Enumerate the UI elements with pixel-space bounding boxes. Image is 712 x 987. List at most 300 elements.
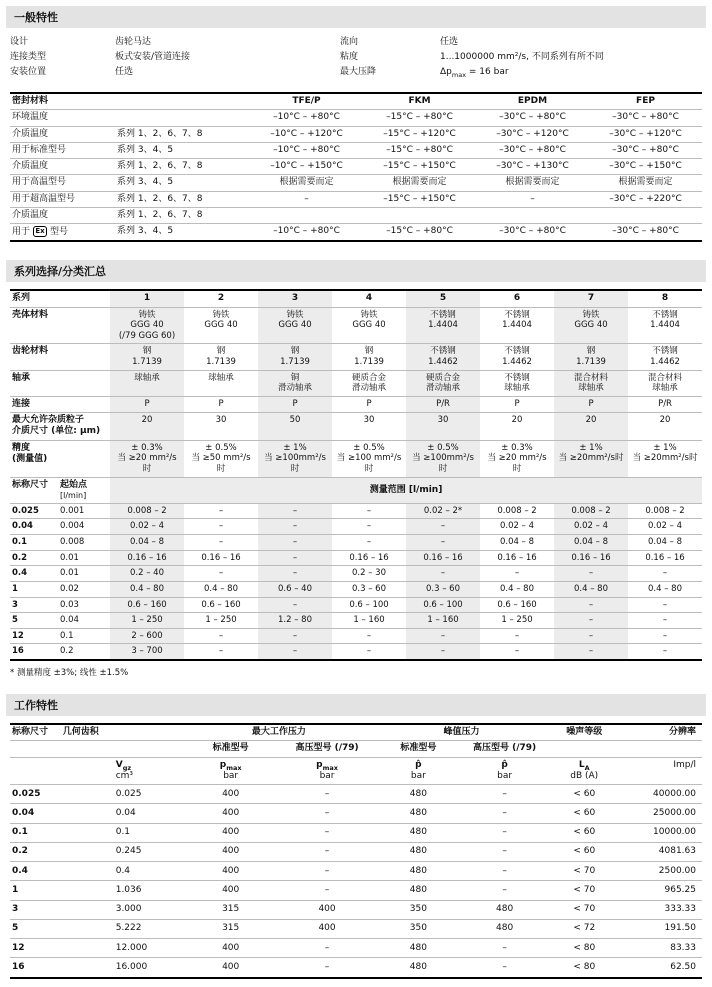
seal-value-cell: –15°C – +150°C <box>383 161 456 171</box>
flow-range-cell: 0.2 – 40 <box>130 568 165 579</box>
flow-size-cell: 0.04 <box>12 521 33 532</box>
op-pmax-high-cell: – <box>324 961 330 972</box>
series-attribute-cell: 不锈钢 1.4462 <box>502 346 532 367</box>
section-title-series: 系列选择/分类汇总 <box>14 265 107 279</box>
op-size-cell: 0.1 <box>12 827 28 837</box>
flow-row <box>10 550 702 566</box>
op-pmax-std-cell: 400 <box>222 846 240 857</box>
series-attribute-cell: P/R <box>436 398 450 409</box>
flow-size-cell: 0.4 <box>12 568 28 579</box>
seal-value-cell: –30°C – +150°C <box>609 161 682 171</box>
op-max-pressure-header: 最大工作压力 <box>251 727 306 737</box>
seal-value-cell: –30°C – +220°C <box>609 193 682 204</box>
series-attribute-cell: P <box>218 398 224 409</box>
spec-row <box>10 35 340 50</box>
series-attribute-cell: 不锈钢 1.4462 <box>650 346 680 367</box>
seal-value-cell <box>363 207 476 223</box>
flow-range-cell: – <box>292 552 298 563</box>
seal-row-series: 系列 1、2、6、7、8 <box>117 161 203 171</box>
series-attribute-cell: 铜 滑动轴承 <box>278 372 313 394</box>
op-peak-std-cell: 350 <box>409 904 427 914</box>
flow-row <box>10 503 702 519</box>
seal-row-series: 系列 1、2、6、7、8 <box>117 193 203 204</box>
flow-row <box>10 535 702 551</box>
op-row <box>10 958 702 978</box>
op-geometry-symbol: $V_{gz}$ cm³ <box>115 759 134 781</box>
ex-icon: Ex <box>33 226 47 237</box>
flow-size-cell: 0.2 <box>12 552 28 563</box>
op-geometry-cell: 0.1 <box>115 827 131 837</box>
seal-table-title: 密封材料 <box>12 96 49 106</box>
series-attribute-row <box>10 307 702 344</box>
op-model-header-row <box>10 741 702 757</box>
series-attribute-label: 轴承 <box>12 372 31 383</box>
flow-range-cell: – <box>292 568 298 579</box>
op-pmax-high-cell: 400 <box>318 923 336 934</box>
op-resolution-cell: 965.25 <box>664 884 696 895</box>
series-attribute-cell: 铸铁 GGG 40 <box>574 309 608 331</box>
flow-range-cell: 0.2 – 30 <box>352 568 387 579</box>
flow-range-cell: 0.02 – 4 <box>574 521 609 532</box>
series-attribute-label: 齿轮材料 <box>12 346 49 357</box>
op-noise-header: 噪声等级 <box>566 727 603 737</box>
flow-range-cell: 1 – 250 <box>131 615 163 626</box>
series-number-header: 8 <box>661 293 669 304</box>
seal-value-cell: 根据需要而定 <box>618 177 673 188</box>
op-group-header-row <box>10 724 702 741</box>
series-attribute-cell: 30 <box>437 415 449 426</box>
series-attribute-label: 最大允许杂质粒子 介质尺寸 (单位: μm) <box>12 415 101 437</box>
seal-value-cell: –30°C – +80°C <box>612 112 679 123</box>
flow-range-cell: 0.6 – 160 <box>497 599 537 610</box>
op-header-spacer <box>61 741 183 757</box>
spec-label: 安装位置 <box>10 67 47 77</box>
op-noise-cell: < 70 <box>573 904 596 914</box>
op-pmax-high-cell: – <box>324 865 330 876</box>
seal-table-row <box>10 207 702 223</box>
op-size-cell: 0.025 <box>12 788 41 799</box>
spec-label: 连接类型 <box>10 52 47 62</box>
flow-range-cell: – <box>218 537 224 547</box>
op-geometry-cell: 0.04 <box>115 807 136 818</box>
op-pmax-std-cell: 315 <box>222 923 240 934</box>
flow-start-cell: 0.008 <box>60 537 85 547</box>
flow-range-cell: 0.02 – 4 <box>500 521 535 532</box>
flow-header-row <box>10 477 702 503</box>
seal-value-cell <box>589 207 702 223</box>
seal-header-row <box>10 93 702 110</box>
flow-range-cell: – <box>514 630 520 641</box>
flow-row <box>10 644 702 660</box>
flow-start-cell: 0.01 <box>60 568 79 579</box>
flow-start-cell: 0.03 <box>60 599 79 610</box>
seal-table-row <box>10 224 702 242</box>
series-attribute-cell: P <box>588 398 594 409</box>
op-resolution-cell: 83.33 <box>670 942 696 953</box>
op-peak-std-cell: 480 <box>409 807 427 818</box>
flow-range-cell: 0.04 – 8 <box>648 537 683 547</box>
flow-range-cell: 0.4 – 80 <box>130 583 165 594</box>
op-header-spacer <box>548 741 621 757</box>
op-high-pressure-model-header: 高压型号 (/79) <box>473 743 537 754</box>
flow-range-cell: – <box>366 521 372 532</box>
flow-range-cell: – <box>218 568 224 579</box>
series-attribute-row <box>10 440 702 477</box>
spec-label: 流向 <box>340 37 359 47</box>
op-peak-symbol: p̂ bar <box>410 759 426 781</box>
op-resolution-cell: 10000.00 <box>653 827 696 837</box>
series-attribute-cell: ± 1% 当 ≥20mm²/s时 <box>558 442 624 464</box>
seal-value-cell: –15°C – +80°C <box>386 144 453 155</box>
seal-row-series: 系列 3、4、5 <box>117 226 174 236</box>
op-pmax-std-cell: 400 <box>222 865 240 876</box>
section-header-series <box>6 260 706 282</box>
seal-materials-table <box>10 92 702 242</box>
op-pmax-high-cell: – <box>324 846 330 857</box>
series-attribute-cell: 30 <box>363 415 375 426</box>
op-resolution-cell: 191.50 <box>664 923 696 934</box>
flow-range-cell: – <box>588 646 594 657</box>
series-attribute-row <box>10 413 702 441</box>
flow-size-cell: 0.025 <box>12 505 39 516</box>
spec-label: 最大压降 <box>340 67 377 77</box>
flow-range-cell: – <box>588 568 594 579</box>
op-standard-model-header: 标准型号 <box>400 743 437 754</box>
flow-range-cell: 0.16 – 16 <box>127 552 167 563</box>
series-attribute-cell: 钢 1.7139 <box>576 346 606 367</box>
flow-range-cell: – <box>366 646 372 657</box>
op-resolution-cell: 333.33 <box>664 904 696 914</box>
op-peak-high-cell: – <box>502 827 507 837</box>
flow-range-cell: 0.4 – 80 <box>500 583 535 594</box>
op-resolution-cell: 2500.00 <box>658 865 696 876</box>
op-peak-high-cell: 480 <box>496 923 514 934</box>
flow-range-cell: 3 – 700 <box>131 646 163 657</box>
series-attribute-label: 精度 (测量值) <box>12 442 48 464</box>
flow-row <box>10 628 702 644</box>
op-pmax-std-cell: 400 <box>222 884 240 895</box>
op-pmax-std-cell: 315 <box>222 904 240 914</box>
flow-range-cell: 0.4 – 80 <box>648 583 683 594</box>
flow-range-cell: – <box>292 630 298 641</box>
section-title-general: 一般特性 <box>14 11 58 24</box>
seal-value-cell: – <box>304 193 309 204</box>
series-attribute-row <box>10 344 702 370</box>
op-resolution-cell: 4081.63 <box>658 846 696 857</box>
op-noise-cell: < 70 <box>573 884 596 895</box>
seal-value-cell: –15°C – +80°C <box>386 226 453 236</box>
op-pmax-std-cell: 400 <box>222 827 240 837</box>
series-number-header: 3 <box>291 293 299 304</box>
op-noise-cell: < 60 <box>573 827 596 837</box>
op-pmax-high-cell: – <box>324 807 330 818</box>
flow-range-cell: 0.3 – 60 <box>426 583 461 594</box>
op-size-cell: 16 <box>12 961 25 972</box>
series-attribute-cell: 不锈钢 1.4404 <box>502 309 532 331</box>
op-resolution-cell: 62.50 <box>670 961 696 972</box>
flow-start-cell: 0.001 <box>60 505 85 516</box>
seal-table-row <box>10 159 702 175</box>
op-size-cell: 5 <box>12 923 19 934</box>
op-geometry-header: 几何齿积 <box>62 727 99 737</box>
series-attribute-cell: P <box>514 398 520 409</box>
series-selection-table <box>10 289 702 661</box>
seal-row-label: 介质温度 <box>12 161 49 171</box>
general-specs-right <box>340 35 702 80</box>
op-row <box>10 900 702 919</box>
flow-start-header: 起始点 [l/min] <box>60 479 88 500</box>
series-attribute-cell: P/R <box>658 398 672 409</box>
op-pmax-high-cell: 400 <box>318 904 336 914</box>
op-peak-std-cell: 480 <box>409 961 427 972</box>
op-noise-cell: < 60 <box>573 807 596 818</box>
op-peak-pressure-header: 峰值压力 <box>443 727 480 737</box>
flow-size-cell: 16 <box>12 646 24 657</box>
flow-range-cell: – <box>588 615 594 626</box>
op-peak-std-cell: 480 <box>409 884 427 895</box>
flow-size-cell: 3 <box>12 599 18 610</box>
op-size-cell: 12 <box>12 942 25 953</box>
series-attribute-cell: 球轴承 <box>208 372 234 383</box>
flow-range-cell: – <box>440 568 446 579</box>
series-attribute-cell: 铸铁 GGG 40 (/79 GGG 60) <box>118 309 176 341</box>
flow-range-cell: 0.008 – 2 <box>127 505 167 516</box>
flow-range-cell: – <box>588 599 594 610</box>
flow-range-cell: 0.3 – 60 <box>352 583 387 594</box>
series-attribute-cell: 铸铁 GGG 40 <box>278 309 312 331</box>
seal-value-cell: –30°C – +80°C <box>499 226 566 236</box>
op-size-cell: 0.4 <box>12 865 28 876</box>
op-peak-high-cell: – <box>502 788 507 799</box>
flow-range-cell: – <box>292 537 298 547</box>
series-attribute-cell: 50 <box>289 415 301 426</box>
op-pmax-symbol: $p_{max}$ bar <box>219 759 242 781</box>
op-row <box>10 939 702 958</box>
series-attribute-row <box>10 396 702 412</box>
seal-table-row <box>10 126 702 142</box>
flow-range-cell: – <box>440 537 446 547</box>
op-peak-std-cell: 480 <box>409 827 427 837</box>
seal-row-series: 系列 3、4、5 <box>117 144 174 155</box>
flow-size-cell: 1 <box>12 583 18 594</box>
flow-range-cell: 0.16 – 16 <box>645 552 685 563</box>
seal-row-series: 系列 3、4、5 <box>117 177 174 188</box>
series-attribute-cell: 硬质合金 滑动轴承 <box>426 372 461 394</box>
flow-range-cell: – <box>292 505 298 516</box>
flow-start-cell: 0.01 <box>60 552 79 563</box>
op-geometry-cell: 0.4 <box>115 865 131 876</box>
seal-row-label: 用于标准型号 <box>12 144 67 155</box>
flow-range-cell: – <box>588 630 594 641</box>
flow-range-cell: – <box>662 599 668 610</box>
seal-value-cell: –30°C – +80°C <box>612 226 679 236</box>
op-geometry-cell: 16.000 <box>115 961 148 972</box>
seal-material-column-header: EPDM <box>517 96 548 106</box>
series-attribute-cell: P <box>366 398 372 409</box>
spec-value: 齿轮马达 <box>115 37 152 47</box>
seal-row-label: 用于高温型号 <box>12 177 67 188</box>
series-attribute-cell: 钢 1.7139 <box>132 346 162 367</box>
series-number-header: 4 <box>365 293 373 304</box>
seal-value-cell: –10°C – +80°C <box>273 144 340 155</box>
series-attribute-cell: ± 1% 当 ≥20mm²/s时 <box>632 442 698 464</box>
flow-range-cell: 0.02 – 4 <box>130 521 165 532</box>
series-attribute-cell: 20 <box>511 415 523 426</box>
flow-row <box>10 566 702 582</box>
op-noise-cell: < 60 <box>573 788 596 799</box>
flow-start-cell: 0.1 <box>60 630 74 641</box>
flow-range-cell: – <box>218 630 224 641</box>
seal-header-spacer <box>115 93 250 110</box>
op-noise-cell: < 60 <box>573 846 596 857</box>
op-peak-high-cell: – <box>502 884 507 895</box>
series-attribute-cell: 不锈钢 1.4404 <box>650 309 680 331</box>
flow-range-cell: – <box>366 537 372 547</box>
section-header-general <box>6 6 706 28</box>
flow-range-cell: 0.6 – 40 <box>278 583 313 594</box>
op-resolution-symbol: Imp/l <box>673 759 696 770</box>
flow-range-cell: 1 – 250 <box>205 615 237 626</box>
series-attribute-cell: 30 <box>215 415 227 426</box>
op-symbol-spacer <box>10 757 61 785</box>
op-geometry-cell: 12.000 <box>115 942 148 953</box>
series-attribute-cell: ± 1% 当 ≥100mm²/s时 <box>264 442 326 474</box>
series-number-header: 6 <box>513 293 521 304</box>
flow-range-cell: 0.04 – 8 <box>500 537 535 547</box>
op-noise-cell: < 80 <box>573 942 596 953</box>
op-peak-symbol: p̂ bar <box>497 759 513 781</box>
general-specs-left <box>10 35 340 80</box>
seal-value-cell: –10°C – +80°C <box>273 226 340 236</box>
op-noise-cell: < 72 <box>573 923 596 934</box>
op-geometry-cell: 0.025 <box>115 788 142 799</box>
seal-value-cell: –30°C – +120°C <box>496 128 569 139</box>
op-resolution-cell: 25000.00 <box>653 807 696 818</box>
flow-range-cell: 0.16 – 16 <box>423 552 463 563</box>
series-attribute-cell: 20 <box>585 415 597 426</box>
op-row <box>10 862 702 881</box>
series-attribute-cell: ± 0.3% 当 ≥20 mm²/s 时 <box>487 442 547 474</box>
series-attribute-cell: 不锈钢 球轴承 <box>504 372 530 394</box>
seal-value-cell: 根据需要而定 <box>392 177 447 188</box>
flow-start-cell: 0.2 <box>60 646 74 657</box>
series-attribute-cell: 球轴承 <box>134 372 160 383</box>
seal-row-label: 介质温度 <box>12 128 49 139</box>
op-symbol-row <box>10 757 702 785</box>
flow-range-cell: – <box>292 646 298 657</box>
flow-range-cell: 0.4 – 80 <box>204 583 239 594</box>
flow-row <box>10 519 702 535</box>
series-header-row <box>10 290 702 307</box>
series-attribute-cell: P <box>144 398 150 409</box>
seal-row-label: 用于超高温型号 <box>12 193 76 204</box>
op-row <box>10 842 702 861</box>
flow-range-cell: 0.16 – 16 <box>571 552 611 563</box>
op-size-cell: 0.2 <box>12 846 28 857</box>
spec-value: 板式安装/管道连接 <box>115 52 191 62</box>
series-attribute-cell: 钢 1.7139 <box>206 346 236 367</box>
series-attribute-cell: ± 0.5% 当 ≥50 mm²/s 时 <box>191 442 251 474</box>
series-attribute-cell: 铸铁 GGG 40 <box>352 309 386 331</box>
flow-range-cell: 1 – 160 <box>427 615 459 626</box>
series-attribute-label: 壳体材料 <box>12 309 49 320</box>
general-specs <box>10 35 702 80</box>
flow-range-cell: 0.02 – 2* <box>423 505 463 516</box>
flow-range-cell: – <box>514 568 520 579</box>
seal-value-cell: –30°C – +130°C <box>496 161 569 171</box>
spec-value: 任选 <box>115 67 134 77</box>
series-number-header: 1 <box>143 293 151 304</box>
flow-range-cell: – <box>662 646 668 657</box>
series-attribute-cell: 20 <box>659 415 671 426</box>
seal-table-row <box>10 191 702 207</box>
series-attribute-label: 连接 <box>12 398 31 409</box>
op-size-cell: 3 <box>12 904 19 914</box>
op-geometry-cell: 5.222 <box>115 923 142 934</box>
seal-value-cell <box>476 207 589 223</box>
seal-row-label: 介质温度 <box>12 209 49 220</box>
op-pmax-std-cell: 400 <box>222 807 240 818</box>
op-peak-high-cell: – <box>502 846 507 857</box>
seal-value-cell: –10°C – +150°C <box>270 161 343 171</box>
op-pmax-high-cell: – <box>324 788 330 799</box>
series-attribute-row <box>10 370 702 396</box>
op-row <box>10 881 702 900</box>
op-peak-std-cell: 480 <box>409 942 427 953</box>
flow-row <box>10 613 702 629</box>
op-peak-high-cell: – <box>502 942 507 953</box>
seal-row-series <box>115 110 250 126</box>
op-row <box>10 804 702 823</box>
op-pmax-high-cell: – <box>324 942 330 953</box>
series-attribute-cell: ± 0.3% 当 ≥20 mm²/s 时 <box>117 442 177 474</box>
flow-range-cell: – <box>662 568 668 579</box>
flow-range-cell: 1 – 250 <box>501 615 533 626</box>
flow-range-cell: 0.6 – 100 <box>349 599 389 610</box>
flow-range-cell: 0.16 – 16 <box>349 552 389 563</box>
flow-range-cell: – <box>366 630 372 641</box>
seal-value-cell: –15°C – +120°C <box>383 128 456 139</box>
spec-row <box>340 35 702 50</box>
spec-value: $\Delta p_{max} = 16$ bar <box>440 67 509 79</box>
op-peak-std-cell: 480 <box>409 865 427 876</box>
seal-value-cell: 根据需要而定 <box>505 177 560 188</box>
seal-material-column-header: TFE/P <box>292 96 321 106</box>
series-number-header: 7 <box>587 293 595 304</box>
op-standard-model-header: 标准型号 <box>212 743 249 754</box>
seal-material-column-header: FEP <box>636 96 655 106</box>
flow-start-cell: 0.02 <box>60 583 79 594</box>
seal-row-label: 环境温度 <box>12 112 49 123</box>
flow-range-cell: 1.2 – 80 <box>278 615 313 626</box>
series-attribute-cell: ± 0.5% 当 ≥100mm²/s时 <box>412 442 474 474</box>
flow-row <box>10 597 702 613</box>
seal-value-cell: –10°C – +80°C <box>273 112 340 123</box>
spec-row <box>340 65 702 80</box>
flow-range-cell: – <box>366 505 372 516</box>
flow-range-cell: – <box>292 599 298 610</box>
op-peak-std-cell: 350 <box>409 923 427 934</box>
op-pmax-high-cell: – <box>324 884 330 895</box>
seal-row-series: 系列 1、2、6、7、8 <box>117 209 203 220</box>
series-attribute-cell: 不锈钢 1.4462 <box>428 346 458 367</box>
op-noise-symbol: $L_A$ dB (A) <box>570 759 599 781</box>
op-size-cell: 0.04 <box>12 807 35 818</box>
flow-start-cell: 0.004 <box>60 521 85 532</box>
seal-row-series: 系列 1、2、6、7、8 <box>117 128 203 139</box>
series-attribute-cell: 铸铁 GGG 40 <box>204 309 238 331</box>
flow-size-cell: 12 <box>12 630 24 641</box>
